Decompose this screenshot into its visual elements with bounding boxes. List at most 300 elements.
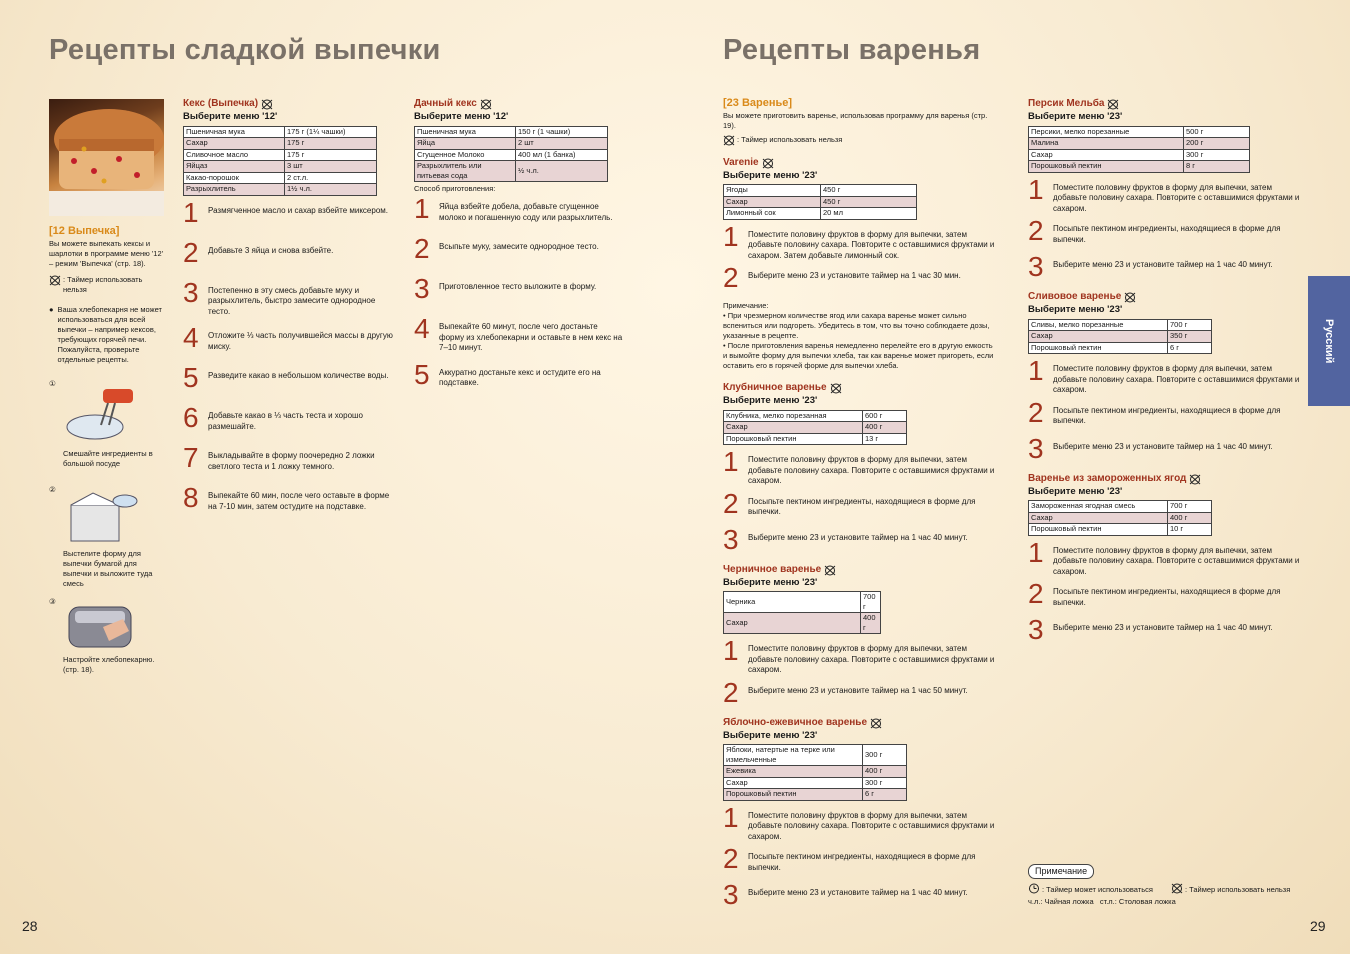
ingredient-row <box>415 126 608 138</box>
no-timer-icon <box>1171 883 1183 897</box>
step-number: 4 <box>414 313 430 344</box>
ingredient-quantity: 400 г <box>863 766 907 778</box>
step-number: 1 <box>723 635 739 666</box>
ingredient-name: Замороженная ягодная смесь <box>1029 501 1168 513</box>
ingredient-name: Порошковый пектин <box>1029 161 1184 173</box>
step <box>723 446 998 487</box>
ingredient-row <box>1029 138 1250 150</box>
step-number: 3 <box>723 879 739 910</box>
step <box>183 236 398 272</box>
no-timer-icon <box>762 158 774 169</box>
step-text: Приготовленное тесто выложите в форму. <box>439 282 597 291</box>
step <box>723 801 998 843</box>
ingredient-row <box>724 745 907 766</box>
step-number: 2 <box>1028 578 1044 609</box>
step-text: Выберите меню 23 и установите таймер на 1 час 40 минут. <box>1053 441 1273 451</box>
step <box>723 220 998 262</box>
ingredient-quantity: 3 шт <box>285 161 377 173</box>
step <box>1028 173 1303 215</box>
ingredient-row <box>724 777 907 789</box>
step <box>1028 614 1303 649</box>
jam-column-2 <box>1028 99 1303 655</box>
page-number-right: 29 <box>1310 918 1326 934</box>
ingredient-name: Сахар <box>724 422 863 434</box>
step-text: Аккуратно достаньте кекс и остудите его на подставке. <box>439 367 601 387</box>
ingredient-row <box>184 138 377 150</box>
step-text: Выберите меню 23 и установите таймер на 1 час 50 минут. <box>748 685 968 695</box>
ingredient-quantity: 150 г (1 чашки) <box>516 126 608 138</box>
step-number: 6 <box>183 402 199 433</box>
ingredient-row <box>724 613 881 634</box>
ingredient-quantity: 700 г <box>1168 319 1212 331</box>
recipe-title <box>1028 474 1303 485</box>
step-text: Добавьте 3 яйца и снова взбейте. <box>208 245 334 255</box>
step-text: Поместите половину фруктов в форму для выпечки, затем добавьте половину сахара. Повторите с оставшимися фруктами и сахаром. Затем добавьте лимонный сок. <box>748 229 995 260</box>
ingredient-quantity: 1½ ч.л. <box>285 184 377 196</box>
ingredient-quantity: 8 г <box>1184 161 1250 173</box>
step-number: 3 <box>414 273 430 304</box>
step-number: 1 <box>414 193 430 224</box>
recipe-title <box>723 565 998 576</box>
ingredient-quantity: 450 г <box>821 196 917 208</box>
step <box>183 362 398 397</box>
notes-label: Примечание: <box>723 301 769 310</box>
recipe-dachny <box>414 99 624 404</box>
timer-icon <box>1028 883 1040 897</box>
step-number: 7 <box>183 442 199 473</box>
ingredient-name: Сахар <box>724 777 863 789</box>
page-number-left: 28 <box>22 918 38 934</box>
step-number: 2 <box>723 487 739 519</box>
no-timer-icon <box>830 383 842 394</box>
recipe-title-text: Персик Мельба <box>1028 98 1105 110</box>
ingredient-quantity: ½ ч.л. <box>516 161 608 182</box>
recipe-title <box>723 158 998 169</box>
bullet-text: Ваша хлебопекарня не может использоваться для всей выпечки – например кексов, требующих горячей печи. Пожалуйста, проверьте отдельные рецепты. <box>57 304 162 364</box>
ingredient-name: Порошковый пектин <box>1029 524 1168 536</box>
ingredient-quantity: 450 г <box>821 185 917 197</box>
no-timer-icon <box>480 99 492 110</box>
ingredient-quantity: 13 г <box>863 433 907 445</box>
ingredient-row <box>1029 331 1212 343</box>
ingredient-row <box>1029 524 1212 536</box>
step <box>1028 536 1303 578</box>
step-text: Поместите половину фруктов в форму для выпечки, затем добавьте половину сахара. Повторите с оставшимися фруктами и сахаром. <box>748 644 995 674</box>
step <box>723 676 998 712</box>
no-timer-icon <box>1107 99 1119 110</box>
step-number: 5 <box>183 362 199 393</box>
step <box>414 273 624 308</box>
ingredient-name: Сливочное масло <box>184 149 285 161</box>
recipe-strawberry <box>723 383 998 559</box>
note-item: • После приготовления варенья немедленно перелейте его в другую емкость и вымойте форму для выпечки хлеба, так как варенье может пригореть, если оставить его в горячей форме для выпечки хлеба. <box>723 341 994 370</box>
ingredients-table <box>1028 319 1212 355</box>
step <box>1028 251 1303 286</box>
steps-list <box>414 193 624 394</box>
menu-select-label: Выберите меню '23' <box>1028 485 1123 497</box>
ingredient-row <box>415 161 608 182</box>
step <box>723 523 998 559</box>
ingredient-name: Черника <box>724 592 861 613</box>
ingredient-name: Сахар <box>1029 331 1168 343</box>
recipe-peach <box>1028 99 1303 286</box>
step-text: Выберите меню 23 и установите таймер на 1 час 40 минут. <box>1053 623 1273 632</box>
ingredients-table <box>723 184 917 220</box>
step-text: Поместите половину фруктов в форму для выпечки, затем добавьте половину сахара. Повторите с оставшимися фруктами и сахаром. <box>1053 364 1300 394</box>
ingredient-row <box>184 149 377 161</box>
menu-select-label: Выберите меню '23' <box>1028 111 1123 122</box>
menu-select-label: Выберите меню '23' <box>723 576 818 588</box>
ingredients-table <box>1028 500 1212 536</box>
menu-select-label: Выберите меню '23' <box>1028 304 1123 315</box>
step-number: 1 <box>1028 173 1044 205</box>
ingredient-row <box>724 410 907 422</box>
step-number: 2 <box>183 236 199 268</box>
ingredient-quantity: 175 г <box>285 138 377 150</box>
ingredient-row <box>724 592 881 613</box>
step-number: 5 <box>414 358 430 390</box>
ingredients-table <box>723 591 881 634</box>
ingredient-quantity: 400 г <box>861 613 881 634</box>
ingredient-row <box>184 184 377 196</box>
step-text: Выпекайте 60 мин, после чего оставьте в форме на 7-10 мин, затем остудите на подставке. <box>208 491 390 511</box>
ingredient-quantity: 175 г (1¼ чашки) <box>285 126 377 138</box>
step-number: 1 <box>723 801 739 833</box>
step-number: 2 <box>723 262 739 293</box>
steps-list <box>1028 536 1303 650</box>
step-text: Поместите половину фруктов в форму для выпечки, затем добавьте половину сахара. Повторите с оставшимися фруктами и сахаром. <box>1053 545 1300 576</box>
step <box>1028 396 1303 432</box>
ingredient-row <box>1029 319 1212 331</box>
step-text: Добавьте какао в ⅓ часть теста и хорошо размешайте. <box>208 411 363 431</box>
steps-list <box>723 446 998 559</box>
step <box>183 482 398 517</box>
steps-list <box>723 801 998 915</box>
no-timer-icon <box>261 99 273 110</box>
ingredient-name: Пшеничная мука <box>184 126 285 138</box>
step <box>1028 432 1303 468</box>
ingredient-row <box>724 766 907 778</box>
ingredient-name: Сахар <box>724 196 821 208</box>
ingredient-quantity: 500 г <box>1184 126 1250 138</box>
ingredient-quantity: 700 г <box>1168 501 1212 513</box>
illustration-step-3 <box>49 597 167 677</box>
steps-list <box>183 196 398 518</box>
ingredient-quantity: 350 г <box>1168 331 1212 343</box>
step-text: Выстелите форму для выпечки бумагой для выпечки и выложите туда смесь <box>63 548 153 588</box>
steps-list <box>723 220 998 298</box>
sidebar-intro: Вы можете выпекать кексы и шарлотки в программе меню '12' – режим 'Выпечка' (стр. 18). <box>49 238 164 268</box>
ingredient-name: Пшеничная мука <box>415 126 516 138</box>
step-text: Посыпьте пектином ингредиенты, находящиеся в форме для выпечки. <box>1053 224 1281 244</box>
recipe-title <box>1028 99 1303 110</box>
menu-select-label: Выберите меню '12' <box>183 111 278 122</box>
step-text: Выберите меню 23 и установите таймер на 1 час 40 минут. <box>748 888 968 897</box>
footer-note <box>1028 864 1308 907</box>
ingredient-row <box>1029 342 1212 354</box>
no-timer-icon <box>1124 292 1136 303</box>
no-timer-icon <box>723 135 735 146</box>
ingredients-table <box>723 410 907 446</box>
recipe-title-text: Сливовое варенье <box>1028 291 1122 303</box>
ingredient-quantity: 400 г <box>863 422 907 434</box>
ingredient-quantity: 300 г <box>863 745 907 766</box>
step-text: Поместите половину фруктов в форму для выпечки, затем добавьте половину сахара. Повторите с оставшимися фруктами и сахаром. <box>748 810 995 841</box>
ingredient-name: Какао-порошок <box>184 172 285 184</box>
step-text: Выпекайте 60 минут, после чего достаньте форму из хлебопекарни и оставьте в нем кекс на 7–10 минут. <box>439 322 623 352</box>
ingredient-quantity: 300 г <box>1184 149 1250 161</box>
ingredient-name: Лимонный сок <box>724 208 821 220</box>
ingredient-name: Ежевика <box>724 766 863 778</box>
step-text: Настройте хлебопекарню. (стр. 18). <box>63 654 155 674</box>
language-tab-label: Русский <box>1323 318 1335 364</box>
no-timer-icon <box>49 275 61 286</box>
menu-select-label: Выберите меню '23' <box>723 169 818 181</box>
menu-select-label: Выберите меню '23' <box>723 729 818 741</box>
step-num: ③ <box>49 596 56 606</box>
ingredients-table <box>1028 126 1250 173</box>
ingredient-name: Порошковый пектин <box>1029 342 1168 354</box>
ingredient-name: Порошковый пектин <box>724 433 863 445</box>
step-number: 2 <box>723 843 739 874</box>
step-text: Посыпьте пектином ингредиенты, находящиеся в форме для выпечки. <box>1053 405 1281 425</box>
step-number: 1 <box>723 446 739 477</box>
right-page <box>675 0 1350 954</box>
jam-notes <box>723 301 998 371</box>
ingredient-name: Яйца <box>415 138 516 150</box>
steps-list <box>1028 173 1303 287</box>
step <box>183 196 398 232</box>
step <box>414 193 624 228</box>
step-number: 2 <box>414 233 430 264</box>
step-num: ① <box>49 378 56 388</box>
jam-column-1 <box>723 98 998 920</box>
step-number: 1 <box>183 196 199 228</box>
ingredient-row <box>724 789 907 801</box>
step-number: 4 <box>183 322 199 353</box>
footer-timer-legend <box>1028 883 1308 897</box>
ingredient-row <box>1029 149 1250 161</box>
recipe-plum <box>1028 292 1303 468</box>
step-text: Яйца взбейте добела, добавьте сгущенное молоко и погашенную соду или разрыхлитель. <box>439 202 613 222</box>
step-number: 3 <box>723 523 739 555</box>
ingredient-row <box>724 433 907 445</box>
step-number: 1 <box>723 220 739 252</box>
ingredient-name: Клубника, мелко порезанная <box>724 410 863 422</box>
step-number: 3 <box>1028 432 1044 464</box>
ingredient-row <box>1029 161 1250 173</box>
sidebar-bullet <box>49 305 167 365</box>
timer-note-text: : Таймер использовать нельзя <box>737 134 843 144</box>
step-number: 8 <box>183 482 199 513</box>
step-text: Размягченное масло и сахар взбейте миксером. <box>208 205 388 215</box>
step-text: Отложите ⅓ часть получившейся массы в другую миску. <box>208 331 393 351</box>
ingredient-name: Сахар <box>724 613 861 634</box>
recipe-title-text: Кекс (Выпечка) <box>183 98 259 110</box>
timer-note-text: : Таймер использовать нельзя <box>63 274 143 294</box>
recipe-keks <box>183 99 398 527</box>
ingredient-quantity: 700 г <box>861 592 881 613</box>
step <box>183 402 398 437</box>
ingredient-name: Сахар <box>1029 512 1168 524</box>
baking-pan-icon <box>63 487 143 547</box>
ingredient-quantity: 300 г <box>863 777 907 789</box>
step <box>414 233 624 268</box>
ingredient-name: Сгущенное Молоко <box>415 149 516 161</box>
step <box>723 635 998 676</box>
ingredient-name: Малина <box>1029 138 1184 150</box>
menu-select-label: Выберите меню '23' <box>723 395 818 406</box>
recipe-title-text: Дачный кекс <box>414 98 477 110</box>
step <box>1028 215 1303 250</box>
ingredients-table <box>414 126 608 183</box>
sidebar-timer-note <box>49 275 167 295</box>
recipe-title <box>183 99 398 110</box>
ingredient-quantity: 6 г <box>863 789 907 801</box>
step <box>723 487 998 523</box>
recipe-frozen <box>1028 474 1303 650</box>
step <box>183 442 398 477</box>
recipe-title-text: Черничное варенье <box>723 563 822 575</box>
recipe-title <box>1028 292 1303 303</box>
ingredient-name: Сахар <box>1029 149 1184 161</box>
jam-timer-note <box>723 135 998 146</box>
ingredient-quantity: 20 мл <box>821 208 917 220</box>
steps-list <box>723 635 998 712</box>
step-text: Всыпьте муку, замесите однородное тесто. <box>439 242 599 251</box>
step <box>723 879 998 914</box>
recipe-title-text: Яблочно-ежевичное варенье <box>723 716 868 728</box>
step-number: 3 <box>1028 251 1044 282</box>
step-text: Посыпьте пектином ингредиенты, находящиеся в форме для выпечки. <box>748 496 976 516</box>
bullet-icon: ● <box>49 304 54 314</box>
recipe-varenie <box>723 158 998 298</box>
ingredient-name: Яблоки, натертые на терке или измельченные <box>724 745 863 766</box>
ingredient-row <box>724 185 917 197</box>
ingredient-row <box>724 422 907 434</box>
step <box>183 276 398 318</box>
page-title-jam: Рецепты варенья <box>723 34 981 66</box>
ingredient-quantity: 400 г <box>1168 512 1212 524</box>
ingredient-name: Разрыхлитель <box>184 184 285 196</box>
ingredient-row <box>415 138 608 150</box>
step <box>183 322 398 357</box>
recipe-title <box>414 99 624 110</box>
ingredient-row <box>1029 512 1212 524</box>
illustration-step-2 <box>49 485 167 597</box>
step <box>1028 355 1303 396</box>
step-text: Постепенно в эту смесь добавьте муку и разрыхлитель, быстро замесите однородное тесто. <box>208 285 376 316</box>
illustration-step-1 <box>49 379 167 485</box>
menu-select-label: Выберите меню '12' <box>414 111 509 122</box>
recipe-blueberry <box>723 565 998 712</box>
no-timer-icon <box>824 565 836 576</box>
recipe-title-text: Варенье из замороженных ягод <box>1028 472 1187 484</box>
step <box>723 843 998 878</box>
ingredient-quantity: 600 г <box>863 410 907 422</box>
jam-intro-text: Вы можете приготовить варенье, использовав программу для варенья (стр. 19). <box>723 110 988 130</box>
step-text: Поместите половину фруктов в форму для выпечки, затем добавьте половину сахара. Повторите с оставшимися фруктами и сахаром. <box>1053 182 1300 213</box>
ingredient-name: Порошковый пектин <box>724 789 863 801</box>
ingredient-name: Яйцаз <box>184 161 285 173</box>
ingredient-name: Сахар <box>184 138 285 150</box>
ingredients-table <box>183 126 377 196</box>
ingredient-quantity: 10 г <box>1168 524 1212 536</box>
step-text: Посыпьте пектином ингредиенты, находящиеся в форме для выпечки. <box>1053 587 1281 607</box>
recipe-title-text: Varenie <box>723 156 759 168</box>
note-item: • При чрезмерном количестве ягод или сахара варенье может сильно вспениться или подгореть. Убедитесь в том, что вы точно соблюдаете дозы, указанные в рецепте. <box>723 311 990 340</box>
ingredients-table <box>723 744 907 801</box>
step-number: 1 <box>1028 536 1044 568</box>
mixer-icon <box>63 385 143 445</box>
step-text: Выберите меню 23 и установите таймер на 1 час 30 мин. <box>748 271 961 280</box>
step-text: Поместите половину фруктов в форму для выпечки, затем добавьте половину сахара. Повторите с оставшимися фруктами и сахаром. <box>748 455 995 485</box>
ingredient-name: Персики, мелко порезанные <box>1029 126 1184 138</box>
ingredient-row <box>184 126 377 138</box>
ingredient-row <box>1029 126 1250 138</box>
step-number: 3 <box>183 276 199 308</box>
ingredient-name: Ягоды <box>724 185 821 197</box>
timer-ok-text: : Таймер может использоваться <box>1042 884 1153 894</box>
steps-list <box>1028 355 1303 468</box>
step-number: 2 <box>1028 396 1044 428</box>
step-text: Посыпьте пектином ингредиенты, находящиеся в форме для выпечки. <box>748 852 976 872</box>
step-text: Выкладывайте в форму поочередно 2 ложки светлого теста и 1 ложку темного. <box>208 451 375 471</box>
recipe-title-text: Клубничное варенье <box>723 382 827 394</box>
jam-intro-heading: [23 Варенье] <box>723 97 793 109</box>
step-num: ② <box>49 484 56 494</box>
ingredient-quantity: 200 г <box>1184 138 1250 150</box>
ingredient-name: Сливы, мелко порезанные <box>1029 319 1168 331</box>
ingredient-row <box>724 208 917 220</box>
sidebar-heading: [12 Выпечка] <box>49 225 120 237</box>
ingredient-row <box>415 149 608 161</box>
ingredient-row <box>184 172 377 184</box>
ingredient-row <box>724 196 917 208</box>
ingredient-quantity: 2 шт <box>516 138 608 150</box>
language-tab[interactable] <box>1308 276 1350 406</box>
ingredient-row <box>1029 501 1212 513</box>
footer-note-label: Примечание <box>1028 864 1094 879</box>
ingredient-row <box>184 161 377 173</box>
no-timer-icon <box>870 718 882 729</box>
cake-photo <box>49 99 164 216</box>
ingredient-quantity: 400 мл (1 банка) <box>516 149 608 161</box>
step-number: 1 <box>1028 355 1044 386</box>
step-number: 2 <box>723 676 739 708</box>
step <box>414 313 624 354</box>
breadmaker-icon <box>63 601 143 653</box>
method-label: Способ приготовления: <box>414 184 496 193</box>
no-timer-icon <box>1189 474 1201 485</box>
step-number: 3 <box>1028 614 1044 645</box>
step <box>1028 578 1303 613</box>
step-text: Выберите меню 23 и установите таймер на 1 час 40 минут. <box>748 532 968 542</box>
sidebar-baking <box>49 226 167 677</box>
recipe-title <box>723 718 998 729</box>
ingredient-quantity: 175 г <box>285 149 377 161</box>
page-title-baking: Рецепты сладкой выпечки <box>49 34 441 66</box>
abbreviations: ч.л.: Чайная ложка ст.л.: Столовая ложка <box>1028 896 1176 906</box>
step-number: 2 <box>1028 215 1044 246</box>
step <box>723 262 998 297</box>
ingredient-name: Разрыхлитель или питьевая сода <box>415 161 516 182</box>
recipe-apple <box>723 718 998 915</box>
ingredient-quantity: 6 г <box>1168 342 1212 354</box>
step-text: Выберите меню 23 и установите таймер на 1 час 40 минут. <box>1053 260 1273 269</box>
timer-no-text: : Таймер использовать нельзя <box>1184 884 1291 894</box>
step-text: Смешайте ингредиенты в большой посуде <box>63 448 153 468</box>
